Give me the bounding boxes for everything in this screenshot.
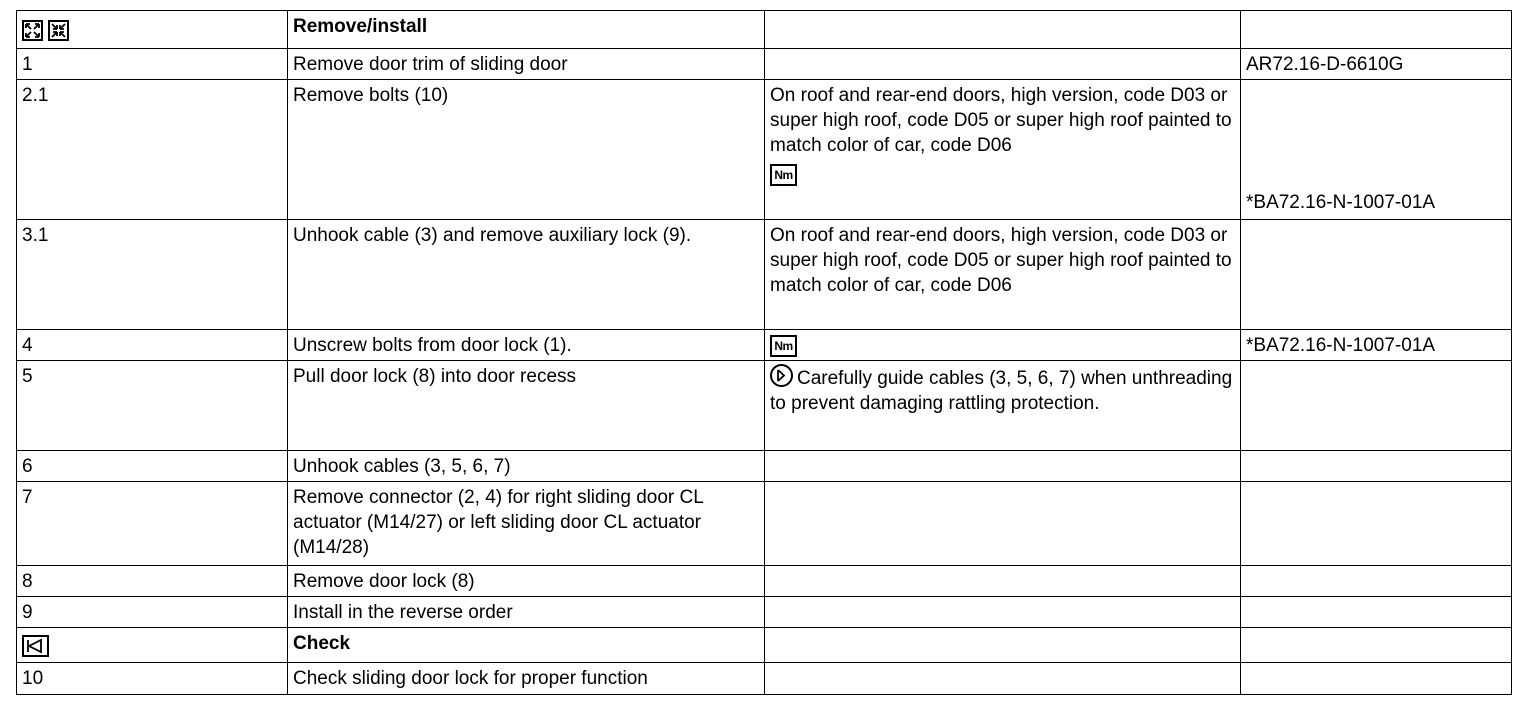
step-reference	[1241, 361, 1512, 451]
step-note-cell	[765, 80, 1241, 220]
step-reference	[1241, 451, 1512, 482]
check-empty-cell	[765, 628, 1241, 663]
check-arrow-icon	[22, 635, 49, 657]
step-reference	[1241, 220, 1512, 330]
step-reference[interactable]: AR72.16-D-6610G	[1241, 49, 1512, 80]
step-note	[765, 451, 1241, 482]
collapse-arrows-icon	[48, 20, 69, 41]
table-row	[17, 80, 1512, 220]
step-reference	[1241, 663, 1512, 695]
step-number: 1	[17, 49, 288, 80]
step-reference[interactable]: *BA72.16-N-1007-01A	[1241, 330, 1512, 361]
header-icons-cell	[17, 11, 288, 49]
step-reference[interactable]: *BA72.16-N-1007-01A	[1246, 192, 1436, 213]
check-icon-cell	[17, 628, 288, 663]
step-action: Check sliding door lock for proper function	[288, 663, 765, 695]
procedure-table	[16, 10, 1512, 695]
header-empty-cell	[1241, 11, 1512, 49]
step-action: Pull door lock (8) into door recess	[288, 361, 765, 451]
table-row	[17, 330, 1512, 361]
step-reference	[1241, 566, 1512, 597]
step-action: Install in the reverse order	[288, 597, 765, 628]
step-number: 9	[17, 597, 288, 628]
expand-arrows-icon	[22, 20, 43, 41]
step-action: Unscrew bolts from door lock (1).	[288, 330, 765, 361]
table-header-row	[17, 11, 1512, 49]
step-reference	[1241, 482, 1512, 566]
step-note	[765, 566, 1241, 597]
step-action: Remove door lock (8)	[288, 566, 765, 597]
step-reference	[1241, 597, 1512, 628]
step-note	[765, 49, 1241, 80]
step-action: Unhook cables (3, 5, 6, 7)	[288, 451, 765, 482]
step-action: Remove connector (2, 4) for right sliding door CL actuator (M14/27) or left sliding door CL actuator (M14/28)	[288, 482, 765, 566]
step-note-cell	[765, 330, 1241, 361]
step-note	[765, 597, 1241, 628]
table-row	[17, 663, 1512, 695]
step-reference-cell	[1241, 80, 1512, 220]
step-number: 2.1	[17, 80, 288, 220]
torque-nm-icon[interactable]: Nm	[770, 335, 797, 357]
table-row	[17, 451, 1512, 482]
check-title: Check	[288, 628, 765, 663]
header-empty-cell	[765, 11, 1241, 49]
step-note: On roof and rear-end doors, high version, code D03 or super high roof, code D05 or super high roof painted to match color of car, code D06	[770, 85, 1232, 156]
step-note: On roof and rear-end doors, high version, code D03 or super high roof, code D05 or super high roof painted to match color of car, code D06	[765, 220, 1241, 330]
step-number: 7	[17, 482, 288, 566]
step-number: 4	[17, 330, 288, 361]
note-icon	[770, 364, 793, 387]
torque-nm-icon[interactable]: Nm	[770, 164, 797, 186]
step-number: 5	[17, 361, 288, 451]
table-row	[17, 566, 1512, 597]
step-note: Carefully guide cables (3, 5, 6, 7) when unthreading to prevent damaging rattling protection.	[770, 368, 1233, 414]
table-row	[17, 361, 1512, 451]
table-row	[17, 49, 1512, 80]
step-number: 8	[17, 566, 288, 597]
table-row	[17, 220, 1512, 330]
check-header-row	[17, 628, 1512, 663]
table-row	[17, 482, 1512, 566]
step-action: Remove bolts (10)	[288, 80, 765, 220]
step-note	[765, 663, 1241, 695]
step-note	[765, 482, 1241, 566]
step-note-cell	[765, 361, 1241, 451]
step-action: Remove door trim of sliding door	[288, 49, 765, 80]
step-number: 6	[17, 451, 288, 482]
step-action: Unhook cable (3) and remove auxiliary lock (9).	[288, 220, 765, 330]
header-title: Remove/install	[288, 11, 765, 49]
table-row	[17, 597, 1512, 628]
check-empty-cell	[1241, 628, 1512, 663]
step-number: 10	[17, 663, 288, 695]
step-number: 3.1	[17, 220, 288, 330]
